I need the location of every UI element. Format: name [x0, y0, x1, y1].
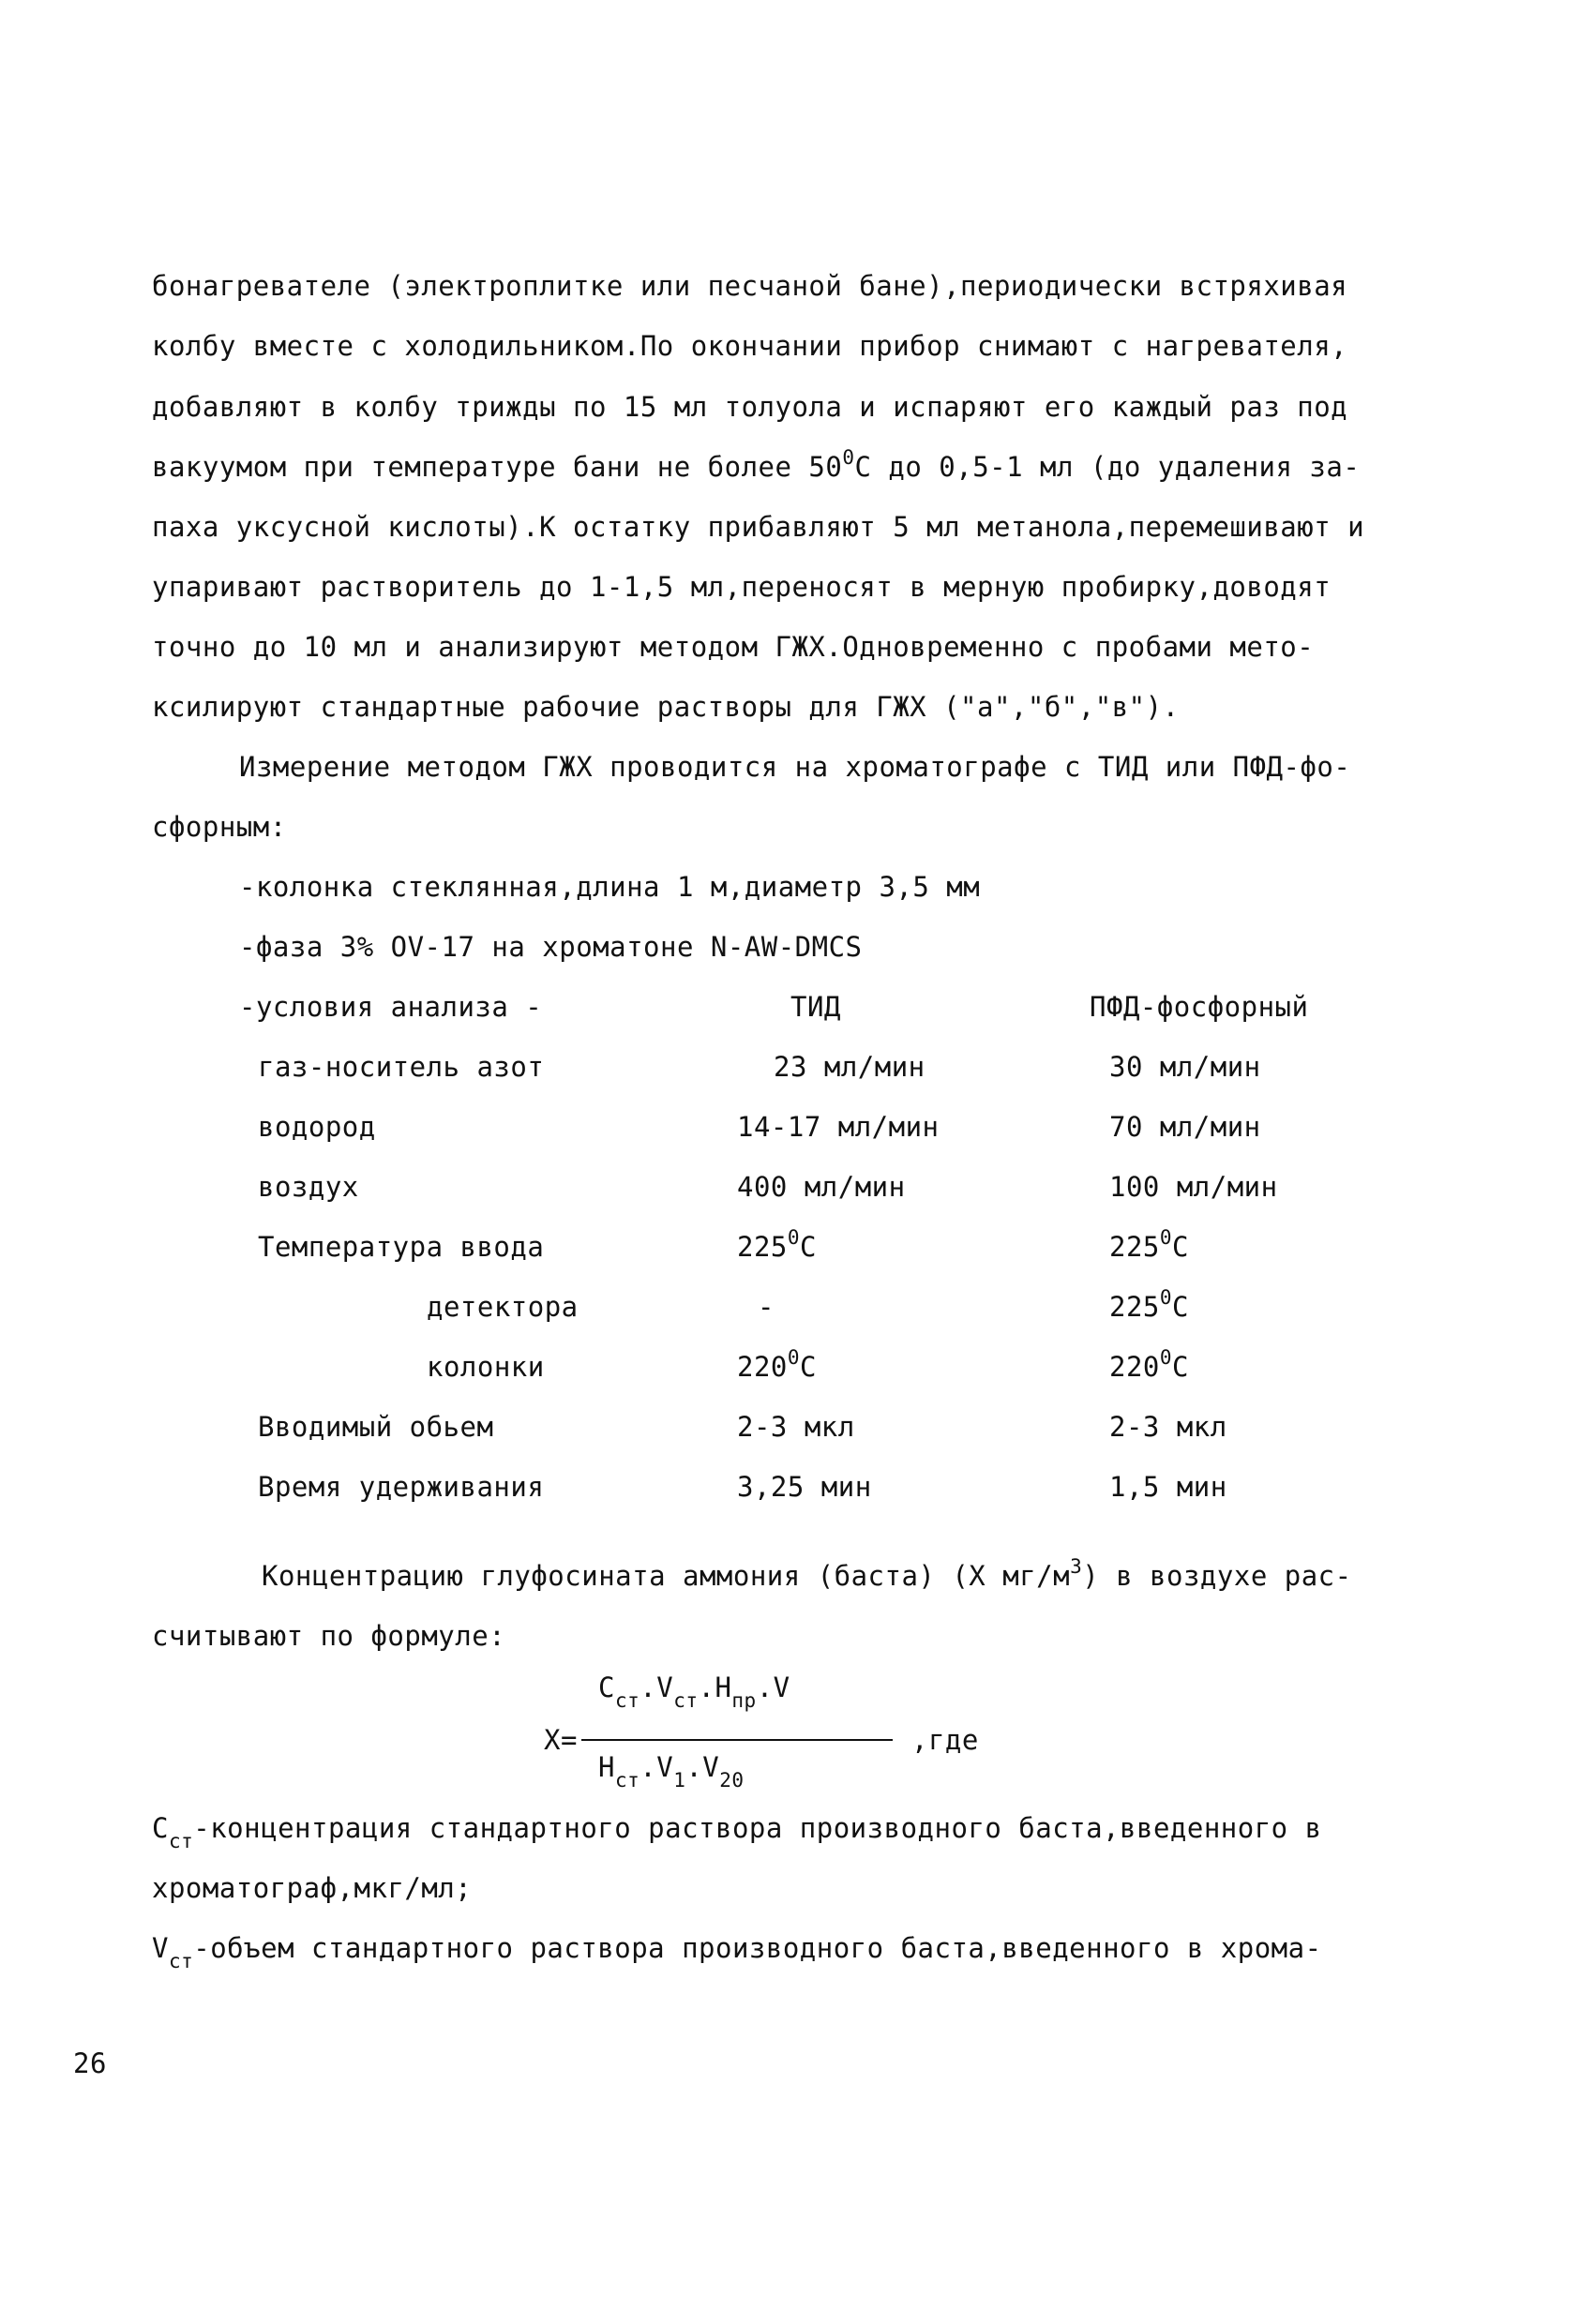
row-value-2: 2-3 мкл [1109, 1411, 1227, 1443]
row-label: Время удерживания [258, 1471, 545, 1503]
degree-sup: 0 [1159, 1226, 1173, 1249]
subscript: 20 [719, 1769, 745, 1792]
symbol: V [152, 1932, 169, 1964]
text-line: колбу вместе с холодильником.По окончании прибор снимают с нагревателя, [152, 330, 1348, 362]
text-line: сфорным: [152, 811, 287, 843]
cube-sup: 3 [1070, 1555, 1083, 1578]
column-spec: -колонка стеклянная,длина 1 м,диаметр 3,5 мм [239, 871, 981, 903]
degree-sup: 0 [787, 1346, 801, 1369]
symbol: Н [598, 1751, 615, 1783]
detector2-header: ПФД-фосфорный [1090, 991, 1309, 1023]
text-line [152, 446, 1361, 484]
row-label: Температура ввода [258, 1231, 545, 1263]
row-value-1 [737, 1226, 818, 1264]
unit: С [1172, 1231, 1190, 1263]
definition-line [152, 1811, 1322, 1852]
value-number: 225 [737, 1231, 788, 1263]
row-label: воздух [258, 1171, 359, 1203]
row-value-1 [737, 1346, 818, 1384]
text-line: считывают по формуле: [152, 1620, 506, 1652]
degree-sup: 0 [842, 446, 855, 469]
row-label: Вводимый обьем [258, 1411, 494, 1443]
row-value-1: 14-17 мл/мин [737, 1111, 940, 1143]
row-value-2: 30 мл/мин [1109, 1051, 1261, 1083]
unit: С [1172, 1351, 1190, 1383]
row-value-2 [1109, 1226, 1190, 1264]
value-number: 225 [1109, 1231, 1160, 1263]
text-line: паха уксусной кислоты).К остатку прибавляют 5 мл метанола,перемешивают и [152, 511, 1365, 543]
text-line: точно до 10 мл и анализируют методом ГЖХ.Одновременно с пробами мето- [152, 631, 1315, 663]
text-segment: ) в воздухе рас- [1082, 1560, 1352, 1592]
detector1-header: ТИД [790, 991, 841, 1023]
text-line [262, 1555, 1352, 1593]
subscript: пр [731, 1689, 757, 1712]
unit: С [1172, 1291, 1190, 1323]
text-line: бонагревателе (электроплитке или песчаной бане),периодически встряхивая [152, 270, 1348, 302]
definition-line [152, 1931, 1322, 1972]
row-value-1: 23 мл/мин [774, 1051, 925, 1083]
row-label: детектора [427, 1291, 579, 1323]
symbol: .Н [698, 1672, 732, 1703]
symbol: .V [756, 1672, 790, 1703]
definition-line: хроматограф,мкг/мл; [152, 1872, 473, 1904]
symbol: .V [640, 1751, 674, 1783]
formula-denominator [598, 1750, 745, 1792]
subscript: 1 [673, 1769, 686, 1792]
formula-numerator [598, 1671, 790, 1712]
row-value-2: 1,5 мин [1109, 1471, 1227, 1503]
text-segment: Концентрацию глуфосината аммония (баста) (Х мг/м [262, 1560, 1071, 1592]
row-label: газ-носитель азот [258, 1051, 545, 1083]
degree-sup: 0 [1159, 1286, 1173, 1309]
page-number: 26 [73, 2047, 107, 2079]
row-value-2: 100 мл/мин [1109, 1171, 1278, 1203]
symbol: .V [640, 1672, 674, 1703]
row-value-2 [1109, 1346, 1190, 1384]
conditions-header: -условия анализа - [239, 991, 543, 1023]
row-value-1: 2-3 мкл [737, 1411, 855, 1443]
subscript: ст [614, 1689, 640, 1712]
symbol: С [598, 1672, 615, 1703]
row-value-2: 70 мл/мин [1109, 1111, 1261, 1143]
row-value-1: 400 мл/мин [737, 1171, 906, 1203]
unit: С [800, 1231, 818, 1263]
text-segment: С до 0,5-1 мл (до удаления за- [854, 451, 1361, 483]
degree-sup: 0 [787, 1226, 801, 1249]
symbol: .V [685, 1751, 720, 1783]
text-line: ксилируют стандартные рабочие растворы для ГЖХ ("а","б","в"). [152, 691, 1180, 723]
text-line: упаривают растворитель до 1-1,5 мл,переносят в мерную пробирку,доводят [152, 571, 1332, 603]
row-label: водород [258, 1111, 376, 1143]
subscript: ст [168, 1950, 194, 1972]
unit: С [800, 1351, 818, 1383]
text-segment: вакуумом при температуре бани не более 50 [152, 451, 843, 483]
subscript: ст [168, 1830, 194, 1852]
row-value-1: - [758, 1291, 775, 1323]
formula-suffix: ,где [911, 1724, 979, 1756]
value-number: 225 [1109, 1291, 1160, 1323]
text-line: добавляют в колбу трижды по 15 мл толуола и испаряют его каждый раз под [152, 391, 1348, 423]
value-number: 220 [1109, 1351, 1160, 1383]
text-line: Измерение методом ГЖХ проводится на хроматографе с ТИД или ПФД-фо- [239, 751, 1351, 783]
formula-lhs: Х= [544, 1724, 578, 1756]
row-value-2 [1109, 1286, 1190, 1324]
value-number: 220 [737, 1351, 788, 1383]
fraction-bar [581, 1739, 893, 1741]
subscript: ст [614, 1769, 640, 1792]
degree-sup: 0 [1159, 1346, 1173, 1369]
row-label: колонки [427, 1351, 545, 1383]
symbol: С [152, 1812, 169, 1844]
definition-text: -концентрация стандартного раствора производного баста,введенного в [193, 1812, 1322, 1844]
definition-text: -объем стандартного раствора производного баста,введенного в хрома- [193, 1932, 1322, 1964]
phase-spec: -фаза 3% OV-17 на хроматоне N-AW-DMCS [239, 931, 863, 963]
subscript: ст [673, 1689, 699, 1712]
row-value-1: 3,25 мин [737, 1471, 872, 1503]
